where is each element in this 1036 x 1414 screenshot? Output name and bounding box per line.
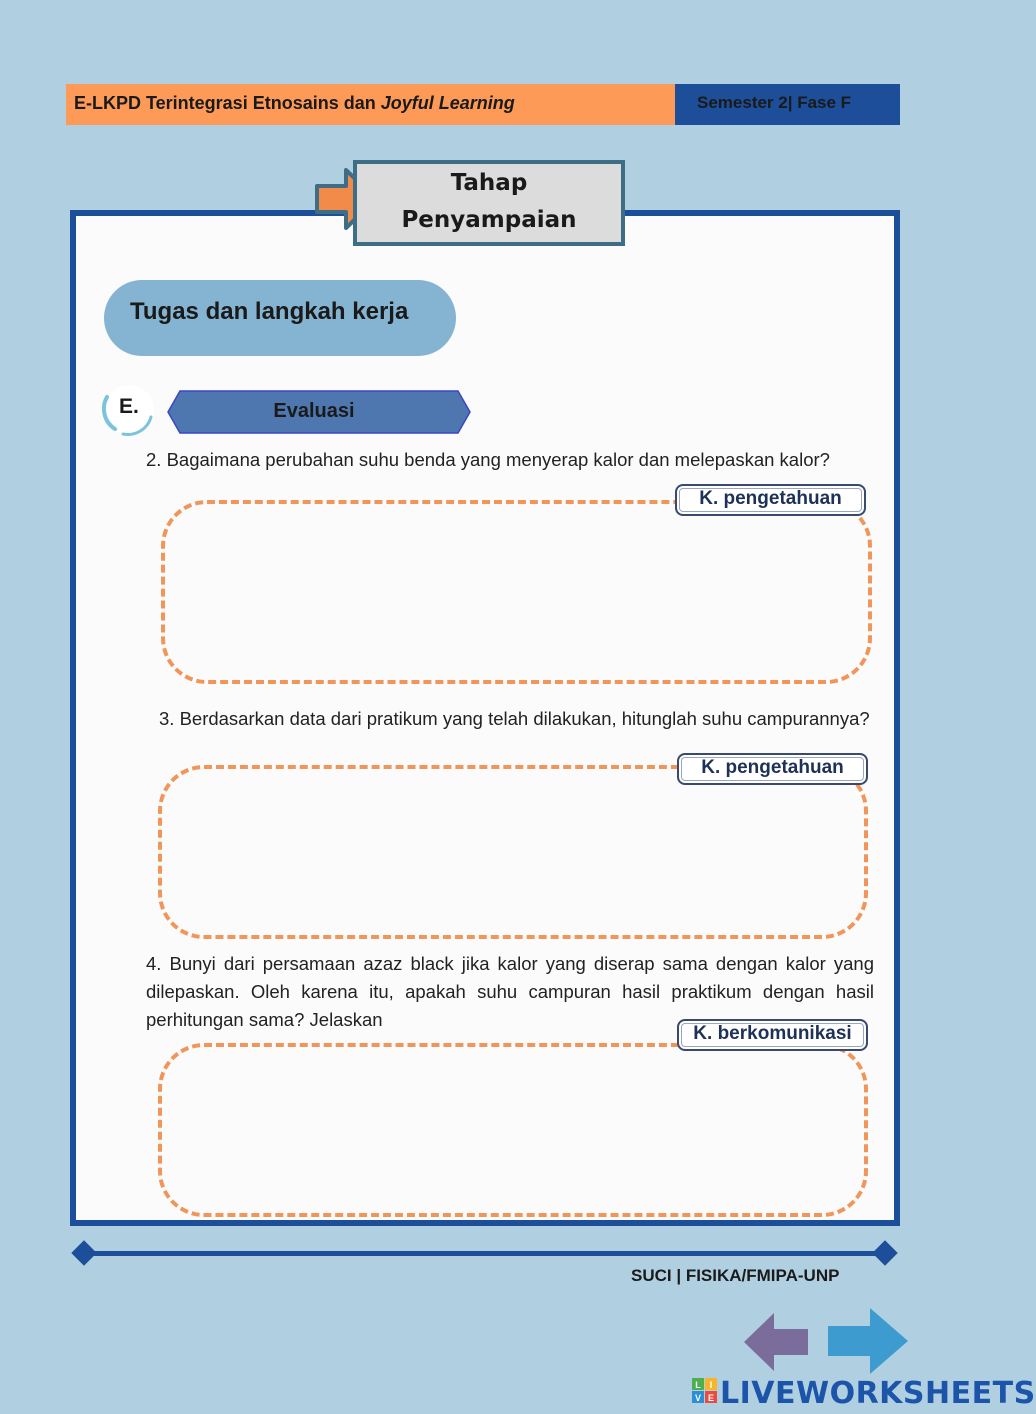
liveworksheets-mark-icon — [692, 1378, 718, 1404]
question-4-text: 4. Bunyi dari persamaan azaz black jika kalor yang diserap sama dengan kalor yang dilepaskan. Oleh karena itu, apakah suhu campuran hasil praktikum dengan hasil perhitungan sama? Jelaskan — [146, 953, 874, 1030]
arrow-right-icon[interactable] — [828, 1308, 908, 1374]
header-title-bar — [66, 84, 675, 125]
answer-box-q4[interactable] — [158, 1043, 868, 1217]
section-pill — [104, 280, 456, 356]
logo-mark-letter: I — [709, 1380, 713, 1390]
header-title: E-LKPD Terintegrasi Etnosains dan Joyful Learning — [74, 93, 515, 113]
footer-diamond-right-icon — [872, 1240, 897, 1265]
footer-diamond-left-icon — [71, 1240, 96, 1265]
question-2-text: 2. Bagaimana perubahan suhu benda yang menyerap kalor dan melepaskan kalor? — [146, 449, 830, 470]
footer-credit: SUCI | FISIKA/FMIPA-UNP — [631, 1266, 840, 1285]
answer-box-q2[interactable] — [161, 500, 872, 684]
section-title: Tugas dan langkah kerja — [130, 298, 409, 325]
answer-box-q3[interactable] — [158, 765, 868, 939]
footer-divider — [78, 1251, 893, 1256]
stage-line2: Penyampaian — [401, 207, 577, 233]
evaluation-badge-label: E. — [119, 395, 139, 418]
logo-mark-letter: L — [695, 1380, 701, 1390]
liveworksheets-logo[interactable]: LIVEWORKSHEETS — [720, 1376, 1036, 1411]
tag-q4: K. berkomunikasi — [677, 1019, 868, 1051]
stage-box — [353, 160, 625, 246]
logo-mark-letter: V — [694, 1393, 702, 1403]
logo-mark-letter: E — [707, 1393, 715, 1403]
tag-q2: K. pengetahuan — [675, 484, 866, 516]
header-semester-bar — [675, 84, 900, 125]
semester-label: Semester 2| Fase F — [697, 93, 852, 112]
stage-line1: Tahap — [450, 170, 528, 196]
arrow-left-icon[interactable] — [744, 1313, 808, 1371]
tag-q3: K. pengetahuan — [677, 753, 868, 785]
question-3-text: 3. Berdasarkan data dari pratikum yang telah dilakukan, hitunglah suhu campurannya? — [159, 708, 870, 729]
evaluation-title: Evaluasi — [273, 400, 355, 422]
